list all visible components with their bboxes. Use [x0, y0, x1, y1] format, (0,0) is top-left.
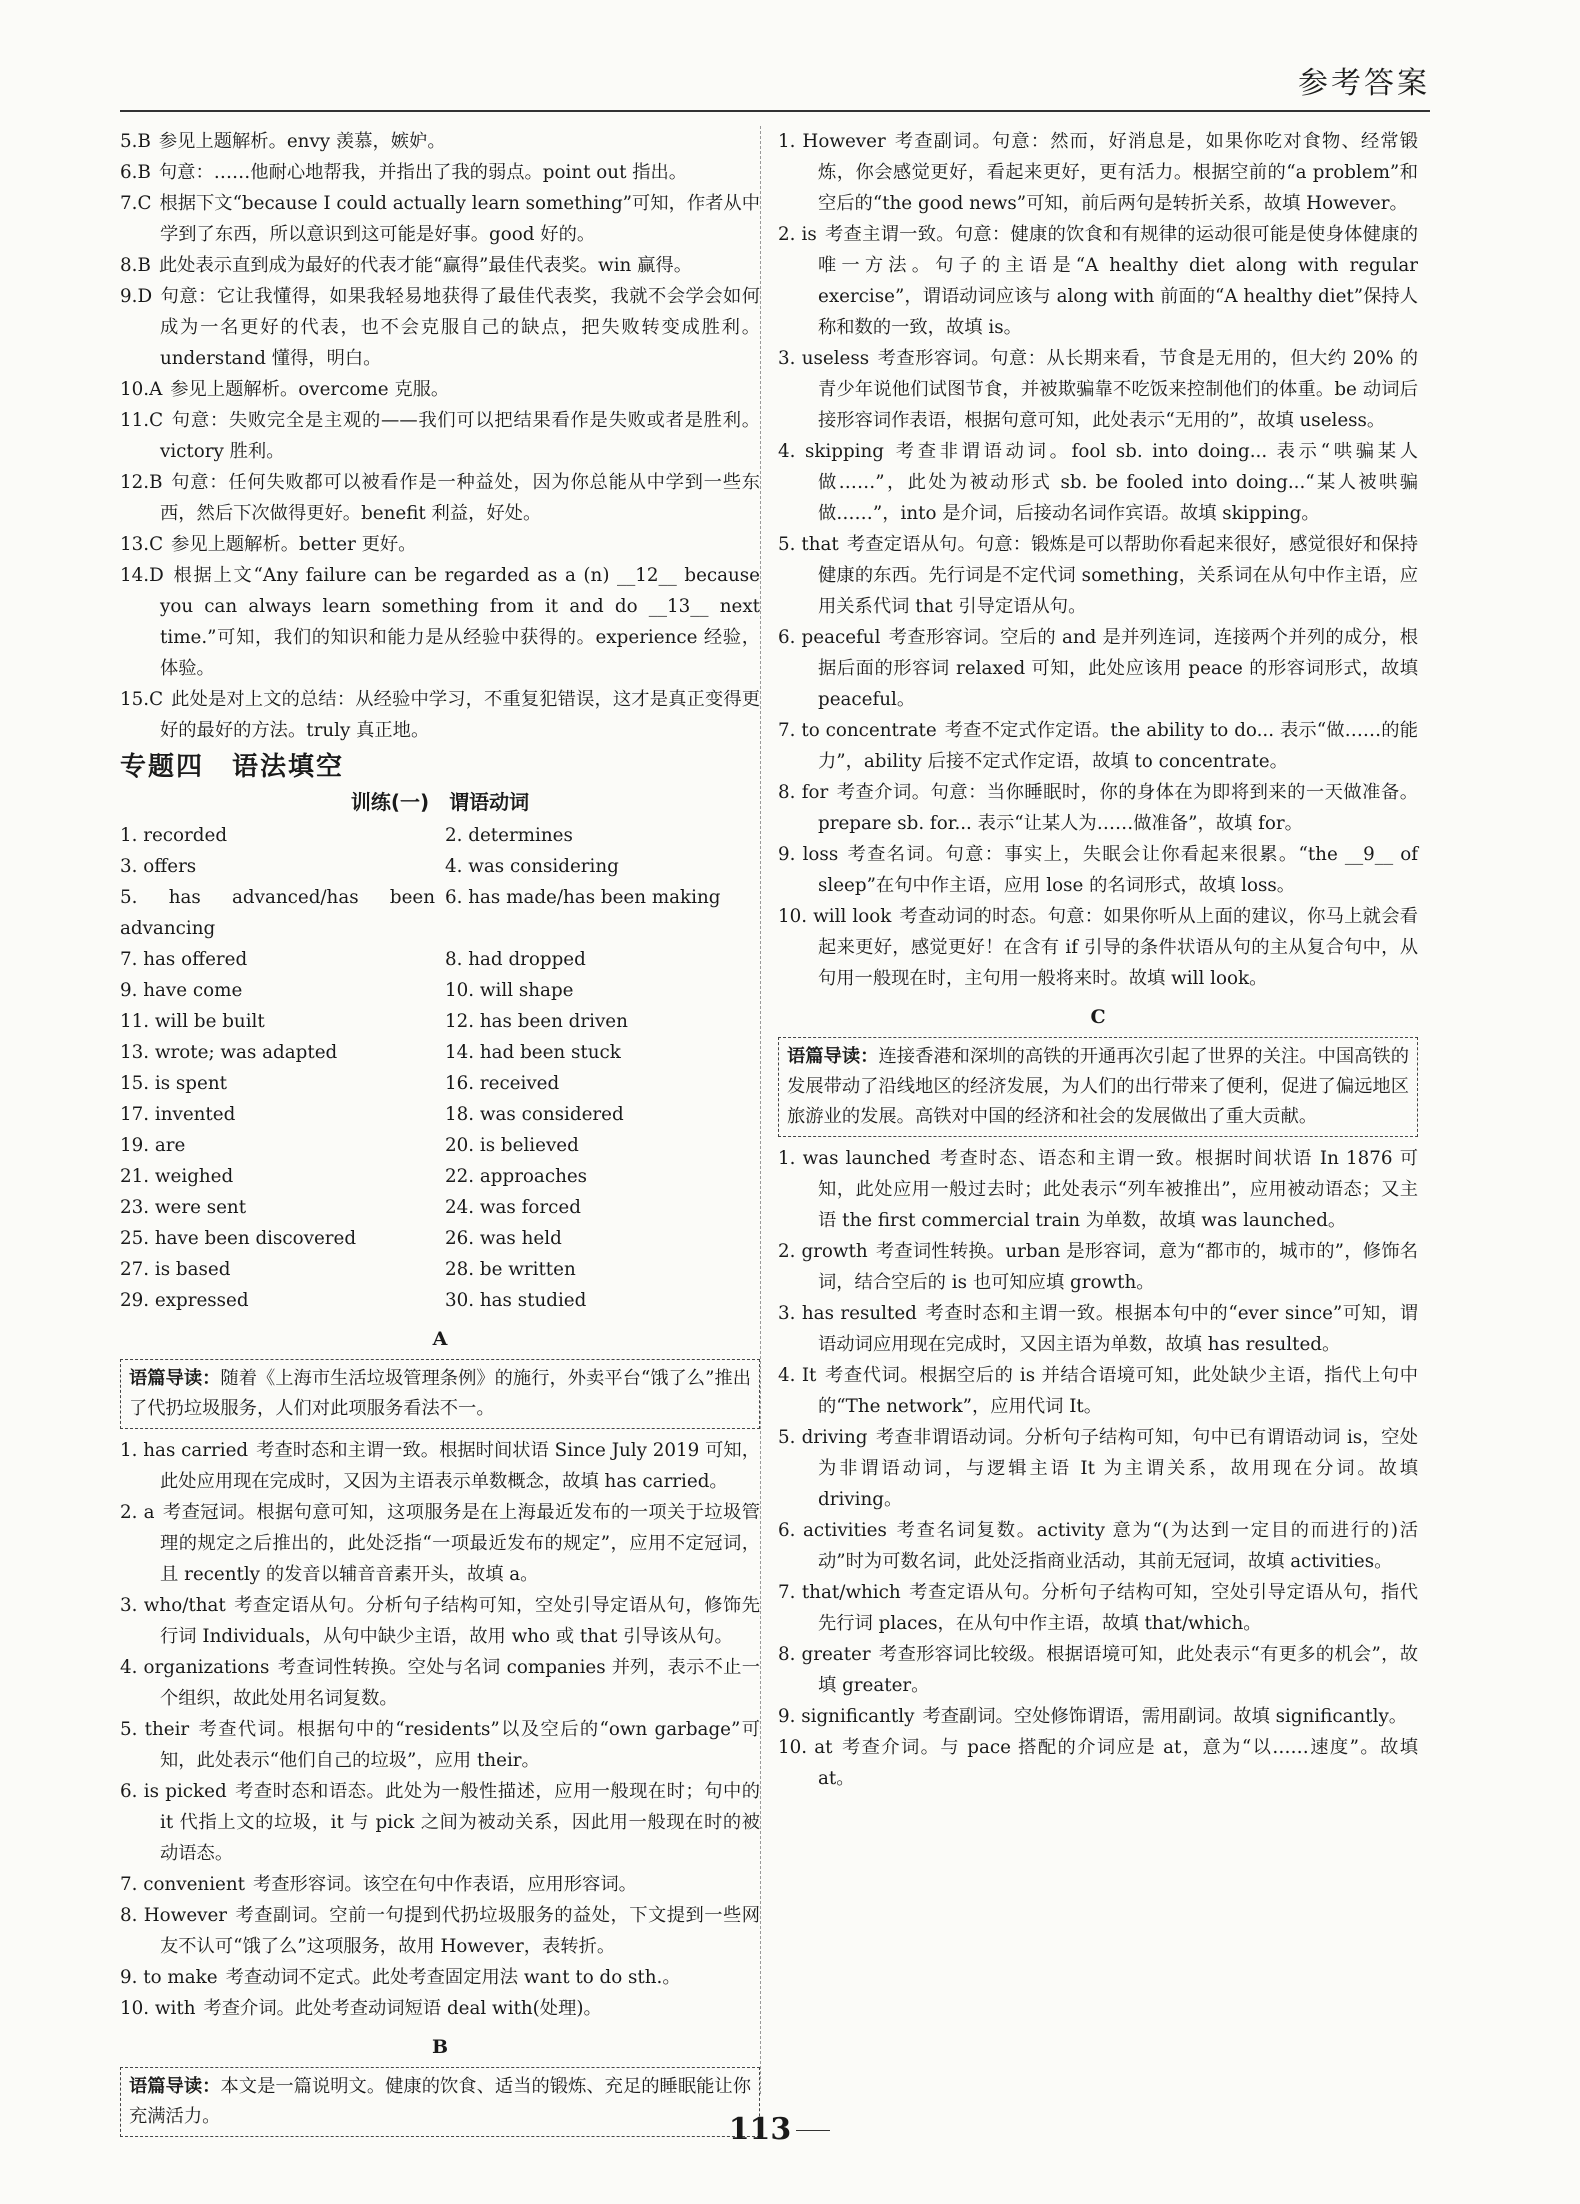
answer-item: [120, 684, 760, 746]
answer-key: 2. a: [120, 1502, 155, 1523]
answer-item: [120, 1714, 760, 1776]
answer-list-entry: 15. is spent: [120, 1073, 227, 1094]
answer-explanation: 此处表示直到成为最好的代表才能“赢得”最佳代表奖。win 赢得。: [158, 255, 692, 276]
answer-key: 9. loss: [778, 844, 839, 865]
answer-list-entry: 28. be written: [445, 1259, 576, 1280]
left-column: [120, 126, 760, 2143]
answer-explanation: 根据上文“Any failure can be regarded as a (n) __12__ because you can always learn something from it and do __13__ next time.”可知，我们的知识和能力是从经验中获得的。experience 经验，体验。: [160, 565, 760, 679]
answer-key: 5. driving: [778, 1427, 868, 1448]
answer-item: [120, 1962, 760, 1993]
answer-key: 7. that/which: [778, 1582, 901, 1603]
answer-item: [120, 1993, 760, 2024]
answer-item: [778, 1298, 1418, 1360]
answer-item: [120, 405, 760, 467]
part-c-guide: [778, 1037, 1418, 1137]
answer-list-entry: 8. had dropped: [445, 949, 586, 970]
answer-key: 6. activities: [778, 1520, 887, 1541]
answer-key: 3. useless: [778, 348, 870, 369]
answer-item: [778, 1236, 1418, 1298]
answer-key: 10. will look: [778, 906, 892, 927]
answer-key: 1. However: [778, 131, 886, 152]
answer-list-entry: 4. was considering: [445, 856, 619, 877]
answer-key: 7. convenient: [120, 1874, 245, 1895]
answer-key: 8. greater: [778, 1644, 871, 1665]
answer-explanation: 考查动词的时态。句意：如果你听从上面的建议，你马上就会看起来更好，感觉更好！在含有 if 引导的条件状语从句的主从复合句中，从句用一般现在时，主句用一般将来时。故填 will look。: [818, 906, 1418, 989]
answer-explanation: 考查词性转换。空处与名词 companies 并列，表示不止一个组织，故此处用名词复数。: [160, 1657, 761, 1709]
answer-key: 14.D: [120, 565, 164, 586]
answer-item: [778, 1515, 1418, 1577]
answer-explanation: 参见上题解析。overcome 克服。: [170, 379, 450, 400]
part-a-items: [120, 1435, 760, 2024]
answer-item: [778, 715, 1418, 777]
answer-list-entry: 13. wrote; was adapted: [120, 1042, 338, 1063]
answer-item: [778, 1360, 1418, 1422]
column-divider: [760, 126, 761, 2094]
answer-list-entry: 30. has studied: [445, 1290, 587, 1311]
answer-item: [120, 250, 760, 281]
answer-explanation: 参见上题解析。better 更好。: [171, 534, 417, 555]
answer-list-entry: 17. invented: [120, 1104, 236, 1125]
answer-list-entry: 19. are: [120, 1135, 186, 1156]
answer-item: [120, 1900, 760, 1962]
guide-text: 本文是一篇说明文。健康的饮食、适当的锻炼、充足的睡眠能让你充满活力。: [129, 2076, 752, 2127]
answer-item: [120, 188, 760, 250]
answer-explanation: 考查时态、语态和主谓一致。根据时间状语 In 1876 可知，此处应用一般过去时；此处表示“列车被推出”，应用被动语态；又主语 the first commercial train 为单数，故填 was launched。: [818, 1148, 1418, 1231]
answer-key: 8.B: [120, 255, 151, 276]
answer-explanation: 句意：它让我懂得，如果我轻易地获得了最佳代表奖，我就不会学会如何成为一名更好的代表，也不会克服自己的缺点，把失败转变成胜利。understand 懂得，明白。: [160, 286, 760, 369]
answer-key: 10.A: [120, 379, 163, 400]
guide-label: 语篇导读：: [129, 1368, 221, 1389]
answer-item: [778, 126, 1418, 219]
answer-item: [778, 529, 1418, 622]
answer-explanation: 考查介词。此处考查动词短语 deal with(处理)。: [203, 1998, 602, 2019]
answer-key: 2. is: [778, 224, 817, 245]
answer-explanation: 考查非谓语动词。分析句子结构可知，句中已有谓语动词 is，空处为非谓语动词，与逻辑主语 It 为主谓关系，故用现在分词。故填 driving。: [818, 1427, 1418, 1510]
answer-list-entry: 5. has advanced/has been advancing: [120, 887, 435, 939]
answer-key: 10. at: [778, 1737, 833, 1758]
subsection-title: 训练(一) 谓语动词: [350, 790, 530, 814]
answer-explanation: 考查名词。句意：事实上，失眠会让你看起来很累。“the __9__ of sleep”在句中作主语，应用 lose 的名词形式，故填 loss。: [818, 844, 1419, 896]
answer-key: 1. has carried: [120, 1440, 249, 1461]
answer-explanation: 考查介词。与 pace 搭配的介词应是 at，意为“以……速度”。故填 at。: [818, 1737, 1419, 1789]
answer-explanation: 句意：任何失败都可以被看作是一种益处，因为你总能从中学到一些东西，然后下次做得更好。benefit 利益，好处。: [160, 472, 760, 524]
answer-key: 9. to make: [120, 1967, 218, 1988]
answer-key: 13.C: [120, 534, 164, 555]
answer-explanation: 考查不定式作定语。the ability to do... 表示“做……的能力”，ability 后接不定式作定语，故填 to concentrate。: [818, 720, 1418, 772]
answer-list-entry: 22. approaches: [445, 1166, 588, 1187]
answer-item: [120, 1497, 760, 1590]
answer-explanation: 考查定语从句。句意：锻炼是可以帮助你看起来很好，感觉很好和保持健康的东西。先行词是不定代词 something，关系词在从句中作主语，应用关系代词 that 引导定语从句。: [818, 534, 1418, 617]
answer-item: [778, 622, 1418, 715]
answer-key: 11.C: [120, 410, 164, 431]
page-number-dash: [796, 2130, 830, 2131]
answer-explanation: 考查介词。句意：当你睡眠时，你的身体在为即将到来的一天做准备。prepare sb. for... 表示“让某人为……做准备”，故填 for。: [818, 782, 1418, 834]
answer-explanation: 考查定语从句。分析句子结构可知，空处引导定语从句，指代先行词 places，在从句中作主语，故填 that/which。: [818, 1582, 1419, 1634]
answer-item: [120, 1776, 760, 1869]
answer-key: 12.B: [120, 472, 163, 493]
answer-item: [778, 436, 1418, 529]
answer-list-entry: 16. received: [445, 1073, 560, 1094]
answer-list-entry: 1. recorded: [120, 825, 228, 846]
answer-item: [778, 1577, 1418, 1639]
part-c-items: [778, 1143, 1418, 1794]
guide-label: 语篇导读：: [129, 2076, 221, 2097]
answer-key: 5. their: [120, 1719, 190, 1740]
answer-key: 15.C: [120, 689, 164, 710]
answer-key: 10. with: [120, 1998, 196, 2019]
answer-item: [778, 1732, 1418, 1794]
answer-explanation: 考查副词。空处修饰谓语，需用副词。故填 significantly。: [922, 1706, 1408, 1727]
answer-key: 2. growth: [778, 1241, 868, 1262]
answer-list-entry: 18. was considered: [445, 1104, 624, 1125]
guide-label: 语篇导读：: [787, 1046, 879, 1067]
answer-explanation: 考查定语从句。分析句子结构可知，空处引导定语从句，修饰先行词 Individuals，从句中缺少主语，故用 who 或 that 引导该从句。: [160, 1595, 761, 1647]
header-rule: [120, 110, 1430, 112]
answer-list-entry: 26. was held: [445, 1228, 562, 1249]
part-a-guide: [120, 1359, 760, 1429]
answer-list: [120, 820, 760, 1316]
answer-explanation: 考查形容词比较级。根据语境可知，此处表示“有更多的机会”，故填 greater。: [818, 1644, 1418, 1696]
answer-item: [120, 157, 760, 188]
answer-list-entry: 29. expressed: [120, 1290, 249, 1311]
answer-explanations-top: [120, 126, 760, 746]
answer-list-entry: 6. has made/has been making: [445, 887, 721, 908]
answer-explanation: 考查形容词。空后的 and 是并列连词，连接两个并列的成分，根据后面的形容词 relaxed 可知，此处应该用 peace 的形容词形式，故填 peaceful。: [818, 627, 1418, 710]
answer-explanation: 考查时态和主谓一致。根据本句中的“ever since”可知，谓语动词应用现在完成时，又因主语为单数，故填 has resulted。: [818, 1303, 1418, 1355]
answer-key: 4. skipping: [778, 441, 884, 462]
answer-item: [778, 901, 1418, 994]
answer-explanation: 考查时态和语态。此处为一般性描述，应用一般现在时；句中的 it 代指上文的垃圾，it 与 pick 之间为被动关系，因此用一般现在时的被动语态。: [160, 1781, 761, 1864]
answer-key: 3. has resulted: [778, 1303, 917, 1324]
answer-item: [120, 560, 760, 684]
answer-explanation: 考查主谓一致。句意：健康的饮食和有规律的运动很可能是使身体健康的唯一方法。句子的主语是“A healthy diet along with regular exercise”，谓语动词应该与 along with 前面的“A healthy diet”保持人称和数的一致，故填 is。: [818, 224, 1419, 338]
answer-list-entry: 14. had been stuck: [445, 1042, 621, 1063]
answer-list-entry: 3. offers: [120, 856, 197, 877]
answer-explanation: 根据下文“because I could actually learn something”可知，作者从中学到了东西，所以意识到这可能是好事。good 好的。: [159, 193, 760, 245]
answer-key: 6. peaceful: [778, 627, 881, 648]
answer-list-entry: 25. have been discovered: [120, 1228, 357, 1249]
guide-text: 连接香港和深圳的高铁的开通再次引起了世界的关注。中国高铁的发展带动了沿线地区的经济发展，为人们的出行带来了便利，促进了偏远地区旅游业的发展。高铁对中国的经济和社会的发展做出了重大贡献。: [787, 1046, 1410, 1127]
answer-item: [778, 839, 1418, 901]
answer-item: [120, 374, 760, 405]
answer-list-entry: 23. were sent: [120, 1197, 247, 1218]
answer-item: [120, 529, 760, 560]
part-a-label: A: [432, 1328, 448, 1350]
answer-item: [778, 1639, 1418, 1701]
answer-explanation: 考查代词。根据空后的 is 并结合语境可知，此处缺少主语，指代上句中的“The network”，应用代词 It。: [818, 1365, 1418, 1417]
answer-explanation: 句意：失败完全是主观的——我们可以把结果看作是失败或者是胜利。victory 胜利。: [160, 410, 760, 462]
answer-item: [778, 219, 1418, 343]
right-column: [778, 126, 1418, 1794]
answer-explanation: 考查非谓语动词。fool sb. into doing... 表示“哄骗某人做……”，此处为被动形式 sb. be fooled into doing...“某人被哄骗做……”，into 是介词，后接动名词作宾语。故填 skipping。: [818, 441, 1418, 524]
answer-explanation: 考查名词复数。activity 意为“(为达到一定目的而进行的)活动”时为可数名词，此处泛指商业活动，其前无冠词，故填 activities。: [818, 1520, 1418, 1572]
answer-item: [120, 126, 760, 157]
answer-explanation: 考查代词。根据句中的“residents”以及空后的“own garbage”可知，此处表示“他们自己的垃圾”，应用 their。: [160, 1719, 760, 1771]
answer-key: 5.B: [120, 131, 151, 152]
answer-key: 8. for: [778, 782, 829, 803]
answer-key: 7.C: [120, 193, 152, 214]
section-title: 专题四 语法填空: [120, 752, 345, 782]
guide-text: 随着《上海市生活垃圾管理条例》的施行，外卖平台“饿了么”推出了代扔垃圾服务，人们对此项服务看法不一。: [129, 1368, 752, 1419]
answer-key: 1. was launched: [778, 1148, 931, 1169]
page-header-title: 参考答案: [1298, 66, 1430, 101]
part-b-label: B: [431, 2036, 449, 2058]
part-b-guide: [120, 2067, 760, 2137]
answer-list-entry: 9. have come: [120, 980, 243, 1001]
answer-key: 3. who/that: [120, 1595, 226, 1616]
answer-item: [120, 1590, 760, 1652]
answer-explanation: 参见上题解析。envy 羡慕，嫉妒。: [158, 131, 446, 152]
answer-item: [778, 1422, 1418, 1515]
answer-item: [120, 281, 760, 374]
answer-list-entry: 12. has been driven: [445, 1011, 628, 1032]
part-c-label: C: [1090, 1006, 1106, 1028]
answer-key: 4. organizations: [120, 1657, 270, 1678]
answer-item: [120, 1869, 760, 1900]
answer-key: 6.B: [120, 162, 151, 183]
answer-list-entry: 21. weighed: [120, 1166, 234, 1187]
answer-explanation: 考查动词不定式。此处考查固定用法 want to do sth.。: [225, 1967, 681, 1988]
answer-explanation: 此处是对上文的总结：从经验中学习，不重复犯错误，这才是真正变得更好的最好的方法。truly 真正地。: [160, 689, 760, 741]
answer-item: [120, 467, 760, 529]
answer-item: [778, 1143, 1418, 1236]
answer-explanation: 考查副词。句意：然而，好消息是，如果你吃对食物、经常锻炼，你会感觉更好，看起来更好，更有活力。根据空前的“a problem”和空后的“the good news”可知，前后两句是转折关系，故填 However。: [818, 131, 1419, 214]
answer-list-entry: 2. determines: [445, 825, 573, 846]
answer-explanation: 考查形容词。该空在句中作表语，应用形容词。: [252, 1874, 637, 1895]
answer-item: [778, 1701, 1418, 1732]
answer-key: 6. is picked: [120, 1781, 227, 1802]
answer-key: 9.D: [120, 286, 153, 307]
answer-explanation: 考查冠词。根据句意可知，这项服务是在上海最近发布的一项关于垃圾管理的规定之后推出的，此处泛指“一项最近发布的规定”，应用不定冠词，且 recently 的发音以辅音音素开头，故填 a。: [160, 1502, 761, 1585]
answer-key: 4. It: [778, 1365, 817, 1386]
answer-list-entry: 11. will be built: [120, 1011, 265, 1032]
answer-key: 7. to concentrate: [778, 720, 937, 741]
answer-list-entry: 20. is believed: [445, 1135, 579, 1156]
answer-key: 5. that: [778, 534, 839, 555]
answer-explanation: 考查形容词。句意：从长期来看，节食是无用的，但大约 20% 的青少年说他们试图节食，并被欺骗靠不吃饭来控制他们的体重。be 动词后接形容词作表语，根据句意可知，此处表示“无用的”，故填 useless。: [818, 348, 1418, 431]
answer-list-entry: 7. has offered: [120, 949, 248, 970]
answer-item: [778, 777, 1418, 839]
answer-item: [120, 1652, 760, 1714]
answer-list-entry: 10. will shape: [445, 980, 574, 1001]
answer-explanation: 考查时态和主谓一致。根据时间状语 Since July 2019 可知，此处应用现在完成时，又因为主语表示单数概念，故填 has carried。: [160, 1440, 761, 1492]
answer-list-entry: 27. is based: [120, 1259, 231, 1280]
answer-list-entry: 24. was forced: [445, 1197, 581, 1218]
answer-item: [778, 343, 1418, 436]
answer-explanation: 考查副词。空前一句提到代扔垃圾服务的益处，下文提到一些网友不认可“饿了么”这项服务，故用 However，表转折。: [160, 1905, 761, 1957]
answer-explanation: 考查词性转换。urban 是形容词，意为“都市的，城市的”，修饰名词，结合空后的 is 也可知应填 growth。: [818, 1241, 1418, 1293]
answer-key: 8. However: [120, 1905, 228, 1926]
answer-key: 9. significantly: [778, 1706, 915, 1727]
part-b-items: [778, 126, 1418, 994]
page-number: 113: [728, 2112, 792, 2147]
answer-item: [120, 1435, 760, 1497]
answer-explanation: 句意：……他耐心地帮我，并指出了我的弱点。point out 指出。: [158, 162, 688, 183]
